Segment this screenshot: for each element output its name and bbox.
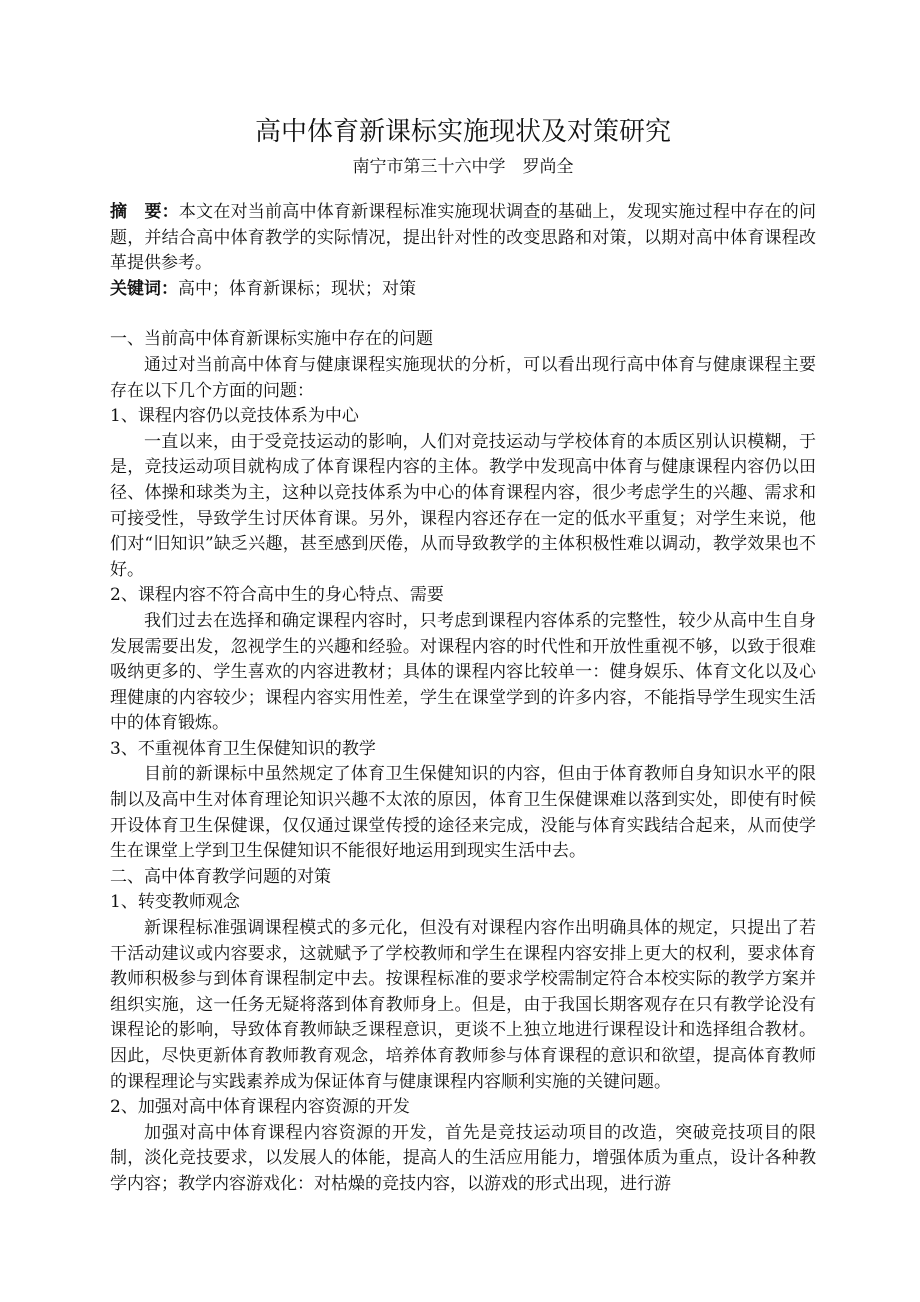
abstract-label: 摘 要：	[110, 202, 179, 222]
abstract-paragraph	[110, 200, 816, 277]
document-title: 高中体育新课标实施现状及对策研究	[254, 117, 671, 147]
abstract-text: 本文在对当前高中体育新课程标准实施现状调查的基础上，发现实施过程中存在的问题，并结合高中体育教学的实际情况，提出针对性的改变思路和对策，以期对高中体育课程改革提供参考。	[110, 202, 817, 274]
keywords-paragraph	[110, 277, 816, 303]
subsection-heading: 3、不重视体育卫生保健知识的教学	[110, 738, 376, 759]
subsection-body: 目前的新课标中虽然规定了体育卫生保健知识的内容，但由于体育教师自身知识水平的限制以及高中生对体育理论知识兴趣不太浓的原因，体育卫生保健课难以落到实处，即使有时候开设体育卫生保健课，仅仅通过课堂传授的途径来完成，没能与体育实践结合起来，从而使学生在课堂上学到卫生保健知识不能很好地运用到现实生活中去。	[110, 764, 816, 862]
subsection-body: 我们过去在选择和确定课程内容时，只考虑到课程内容体系的完整性，较少从高中生自身发展需要出发，忽视学生的兴趣和经验。对课程内容的时代性和开放性重视不够，以致于很难吸纳更多的、学生喜欢的内容进教材；具体的课程内容比较单一：健身娱乐、体育文化以及心理健康的内容较少；课程内容实用性差，学生在课堂学到的许多内容，不能指导学生现实生活中的体育锻炼。	[110, 610, 816, 734]
subsection-heading: 1、转变教师观念	[110, 892, 240, 913]
document-page	[110, 112, 816, 1198]
keywords-text: 高中；体育新课标；现状；对策	[178, 278, 416, 299]
spacer	[110, 302, 816, 327]
author-line: 南宁市第三十六中学 罗尚全	[352, 157, 574, 177]
section-heading: 二、高中体育教学问题的对策	[110, 866, 331, 887]
subsection-body: 加强对高中体育课程内容资源的开发，首先是竞技运动项目的改造，突破竞技项目的限制，淡化竞技要求，以发展人的体能，提高人的生活应用能力，增强体质为重点，设计各种教学内容；教学内容游戏化：对枯燥的竞技内容，以游戏的形式出现，进行游	[110, 1122, 816, 1194]
section-heading: 一、当前高中体育新课标实施中存在的问题	[110, 329, 433, 350]
subsection-heading: 2、加强对高中体育课程内容资源的开发	[110, 1097, 410, 1118]
subsection-body: 新课程标准强调课程模式的多元化，但没有对课程内容作出明确具体的规定，只提出了若干活动建议或内容要求，这就赋予了学校教师和学生在课程内容安排上更大的权利，要求体育教师积极参与到体育课程制定中去。按课程标准的要求学校需制定符合本校实际的教学方案并组织实施，这一任务无疑将落到体育教师身上。但是，由于我国长期客观存在只有教学论没有课程论的影响，导致体育教师缺乏课程意识，更谈不上独立地进行课程设计和选择组合教材。因此，尽快更新体育教师教育观念，培养体育教师参与体育课程的意识和欲望，提高体育教师的课程理论与实践素养成为保证体育与健康课程内容顺利实施的关键问题。	[110, 918, 816, 1092]
subsection-heading: 1、课程内容仍以竞技体系为中心	[110, 406, 359, 427]
subsection-body: 一直以来，由于受竞技运动的影响，人们对竞技运动与学校体育的本质区别认识模糊，于是，竞技运动项目就构成了体育课程内容的主体。教学中发现高中体育与健康课程内容仍以田径、体操和球类为主，这种以竞技体系为中心的体育课程内容，很少考虑学生的兴趣、需求和可接受性，导致学生讨厌体育课。另外，课程内容还存在一定的低水平重复；对学生来说，他们对“旧知识”缺乏兴趣，甚至感到厌倦，从而导致教学的主体积极性难以调动，教学效果也不好。	[110, 431, 816, 580]
section-intro: 通过对当前高中体育与健康课程实施现状的分析，可以看出现行高中体育与健康课程主要存在以下几个方面的问题：	[110, 354, 816, 401]
keywords-label: 关键词：	[110, 278, 178, 299]
subsection-heading: 2、课程内容不符合高中生的身心特点、需要	[110, 585, 444, 606]
